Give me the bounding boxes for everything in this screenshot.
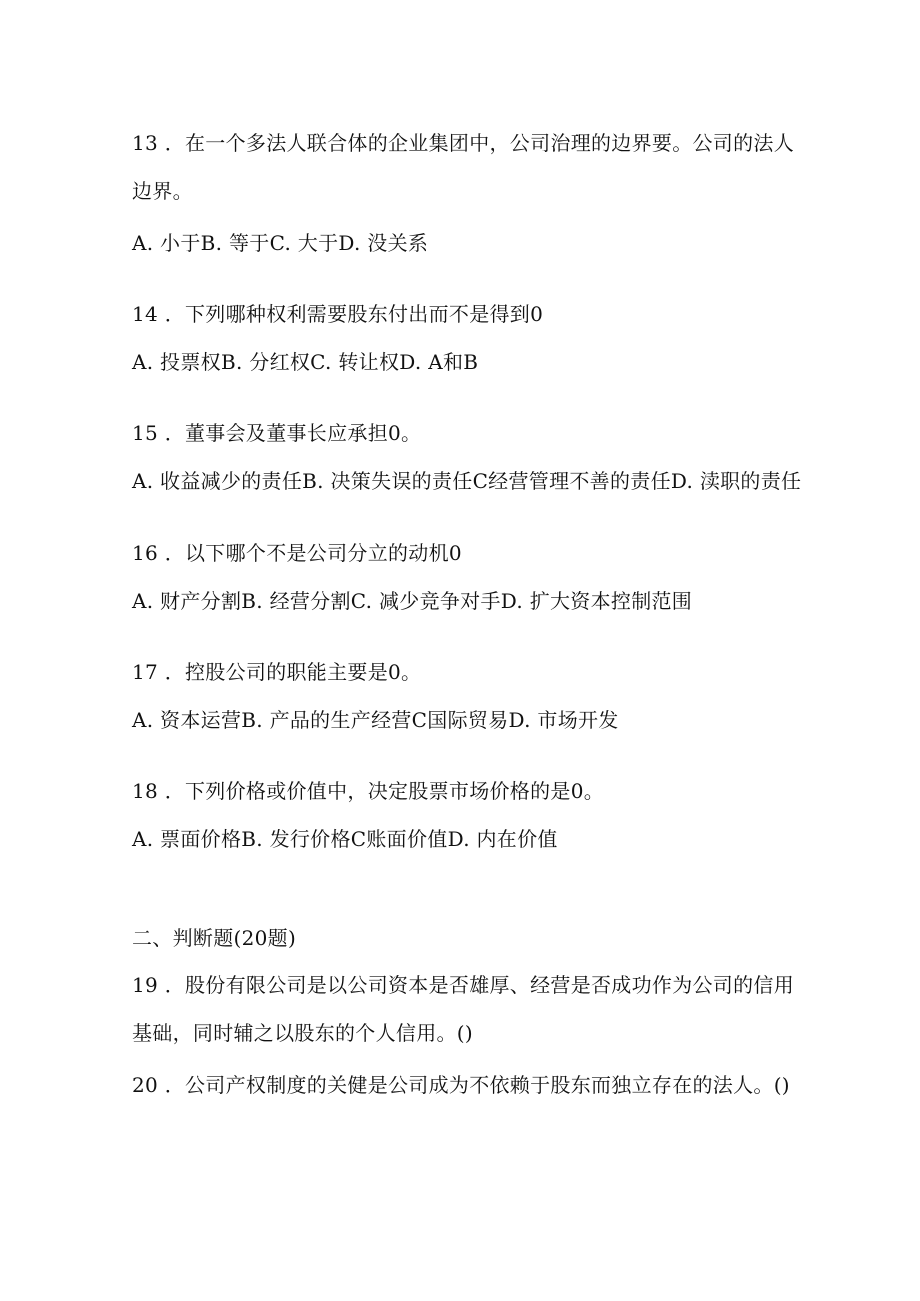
question-17-text: 17 ．控股公司的职能主要是0。 — [132, 660, 422, 684]
question-13-text: 13 ．在一个多法人联合体的企业集团中，公司治理的边界要。公司的法人 — [132, 131, 795, 155]
question-16-options: A. 财产分割B. 经营分割C. 减少竞争对手D. 扩大资本控制范围 — [132, 589, 693, 613]
question-14-text: 14 ．下列哪种权利需要股东付出而不是得到0 — [132, 302, 544, 326]
question-15-text: 15 ．董事会及董事长应承担0。 — [132, 421, 422, 445]
question-15-options: A. 收益减少的责任B. 决策失误的责任C经营管理不善的责任D. 渎职的责任 — [132, 469, 802, 493]
section-heading: 二、判断题(20题) — [132, 926, 297, 950]
question-13-text-cont: 边界。 — [132, 179, 193, 203]
question-20-text: 20 ．公司产权制度的关健是公司成为不依赖于股东而独立存在的法人。() — [132, 1073, 790, 1097]
question-19-text: 19 ．股份有限公司是以公司资本是否雄厚、经营是否成功作为公司的信用 — [132, 973, 795, 997]
question-18-options: A. 票面价格B. 发行价格C账面价值D. 内在价值 — [132, 827, 558, 851]
question-19-text-cont: 基础，同时辅之以股东的个人信用。() — [132, 1021, 474, 1045]
question-13-options: A. 小于B. 等于C. 大于D. 没关系 — [132, 231, 429, 255]
question-17-options: A. 资本运营B. 产品的生产经营C国际贸易D. 市场开发 — [132, 708, 619, 732]
question-16-text: 16 ．以下哪个不是公司分立的动机0 — [132, 541, 462, 565]
question-18-text: 18 ．下列价格或价值中，决定股票市场价格的是0。 — [132, 779, 605, 803]
question-14-options: A. 投票权B. 分红权C. 转让权D. A和B — [132, 350, 479, 374]
